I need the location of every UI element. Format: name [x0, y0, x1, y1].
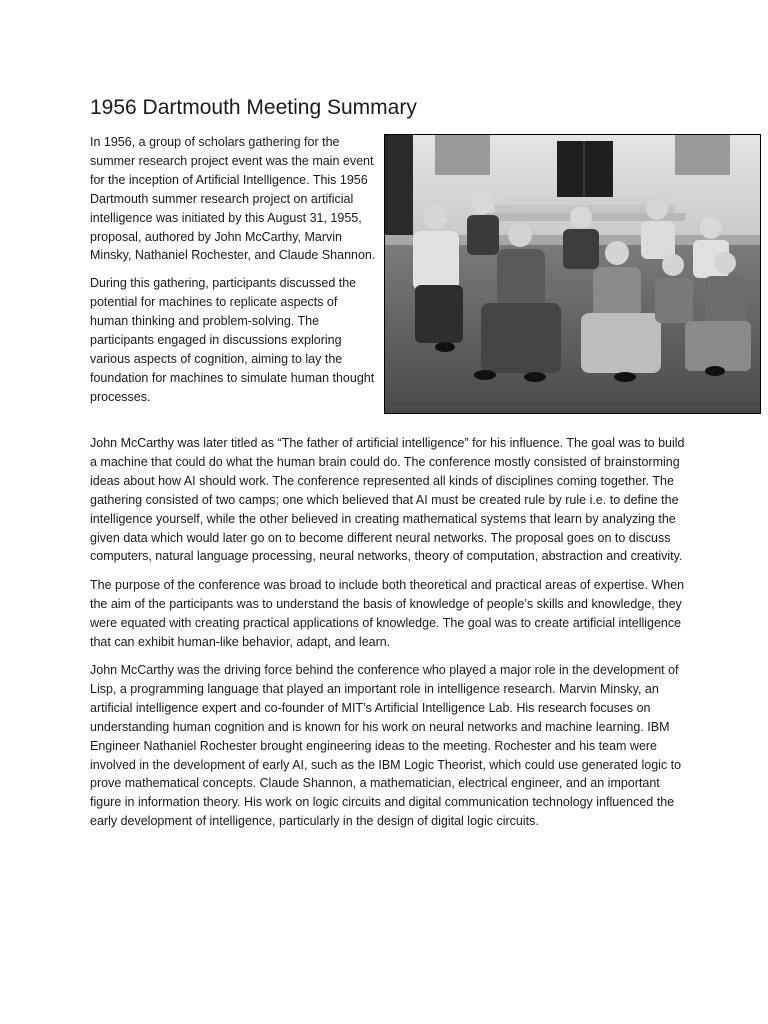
body-text-section [90, 434, 690, 841]
intro-paragraph-1: In 1956, a group of scholars gathering for the summer research project event was the main event for the inception of Artificial Intelligence. This 1956 Dartmouth summer research project on artificial intelligence was initiated by this August 31, 1955, proposal, authored by John McCarthy, Marvin Minsky, Nathaniel Rochester, and Claude Shannon. [90, 135, 376, 263]
group-photo [384, 134, 761, 414]
page-title: 1956 Dartmouth Meeting Summary [90, 96, 417, 119]
body-paragraph-1: John McCarthy was later titled as “The father of artificial intelligence” for his influence. The goal was to build a machine that could do what the human brain could do. The conference mostly consisted of brainstorming ideas about how AI should work. The conference represented all kinds of disciplines coming together. The gathering consisted of two camps; one which believed that AI must be created rule by rule i.e. to define the intelligence yourself, while the other believed in creating mathematical systems that learn by analyzing the given data which would later go on to become different neural networks. The proposal goes on to discuss computers, natural language processing, neural networks, theory of computation, abstraction and creativity. [90, 436, 685, 564]
intro-paragraph-2: During this gathering, participants discussed the potential for machines to replicate aspects of human thinking and problem-solving. The participants engaged in discussions exploring various aspects of cognition, aiming to lay the foundation for machines to simulate human thought processes. [90, 276, 375, 404]
intro-text-column [90, 133, 376, 416]
body-paragraph-3: John McCarthy was the driving force behind the conference who played a major role in the development of Lisp, a programming language that played an important role in intelligence research. Marvin Minsky, an artificial intelligence expert and co-founder of MIT’s Artificial Intelligence Lab. His research focuses on understanding human cognition and is known for his work on neural networks and machine learning. IBM Engineer Nathaniel Rochester brought engineering ideas to the meeting. Rochester and his team were involved in the development of early AI, such as the IBM Logic Theorist, which could use generated logic to prove mathematical concepts. Claude Shannon, a mathematician, electrical engineer, and an important figure in information theory. His work on logic circuits and digital communication technology influenced the early development of intelligence, particularly in the design of digital logic circuits. [90, 662, 682, 829]
body-paragraph-2: The purpose of the conference was broad to include both theoretical and practical areas of expertise. When the aim of the participants was to understand the basis of knowledge of people’s skills and knowledge, they were equated with creating practical applications of knowledge. The goal was to create artificial intelligence that can exhibit human-like behavior, adapt, and learn. [90, 577, 685, 649]
